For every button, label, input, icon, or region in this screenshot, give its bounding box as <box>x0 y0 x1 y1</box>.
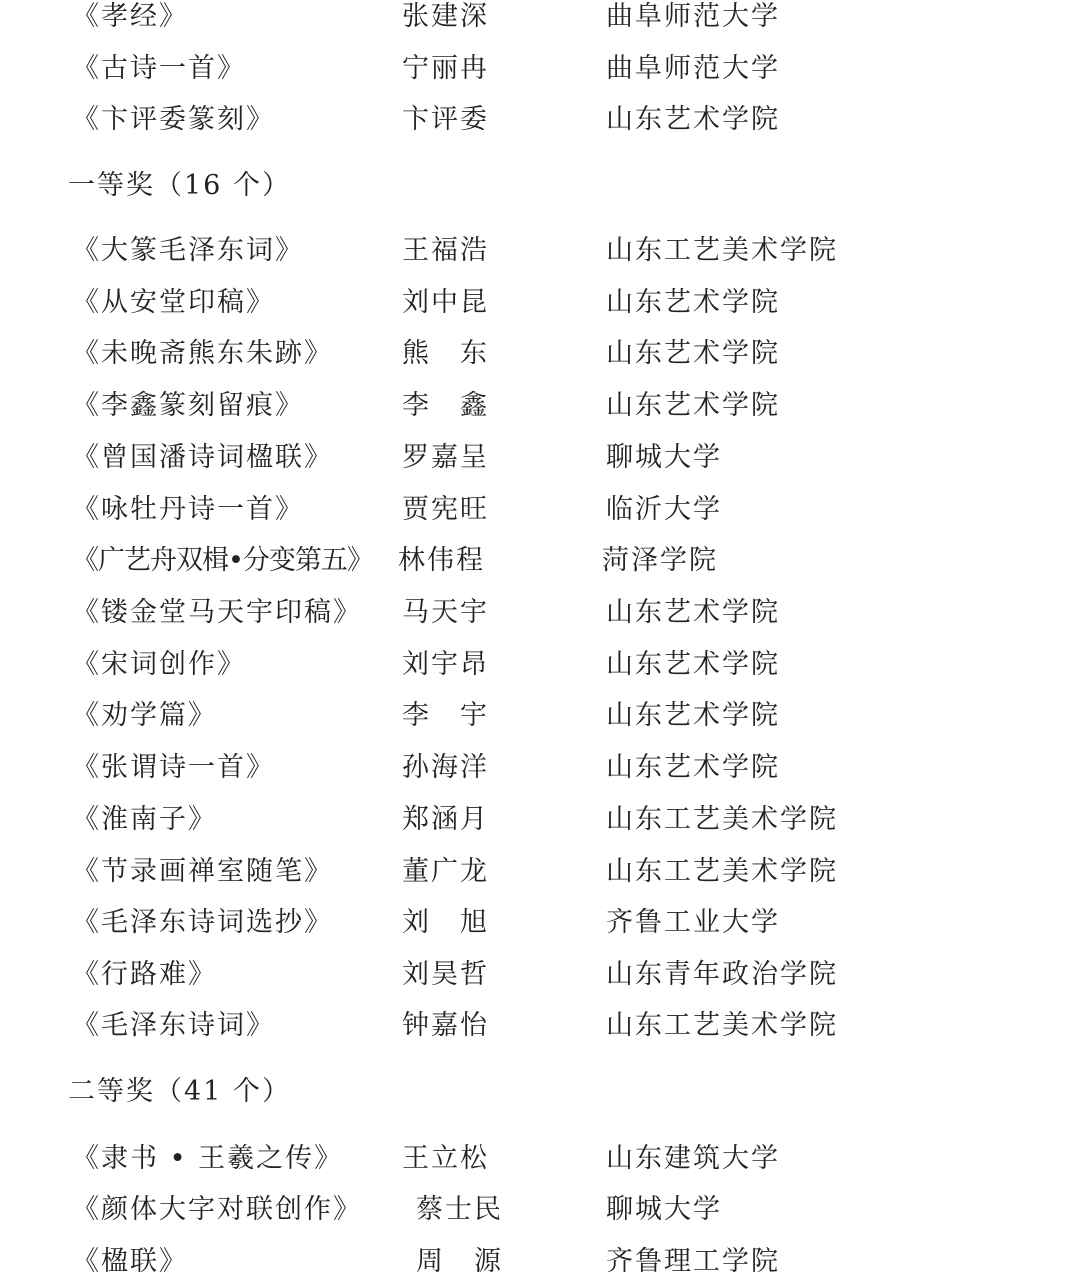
entry-title: 《从安堂印稿》 <box>72 287 275 318</box>
list-item <box>0 852 1080 892</box>
entry-institution: 山东工艺美术学院 <box>606 804 838 835</box>
list-item <box>0 903 1080 943</box>
entry-title: 《劝学篇》 <box>72 700 217 731</box>
section-heading-second-prize: 二等奖（41 个） <box>68 1076 291 1107</box>
list-item <box>0 748 1080 788</box>
list-item <box>0 593 1080 633</box>
entry-title: 《李鑫篆刻留痕》 <box>72 390 304 421</box>
entry-title: 《毛泽东诗词选抄》 <box>72 907 333 938</box>
list-item <box>0 0 1080 37</box>
entry-title: 《节录画禅室随笔》 <box>72 856 333 887</box>
entry-author: 郑涵月 <box>402 804 489 835</box>
entry-institution: 山东建筑大学 <box>606 1143 780 1174</box>
list-item <box>0 645 1080 685</box>
entry-author: 刘 旭 <box>402 907 489 938</box>
entry-title: 《曾国潘诗词楹联》 <box>72 442 333 473</box>
entry-institution: 山东工艺美术学院 <box>606 235 838 266</box>
entry-author: 王立松 <box>402 1143 489 1174</box>
list-item <box>0 800 1080 840</box>
entry-institution: 临沂大学 <box>606 494 722 525</box>
entry-title: 《毛泽东诗词》 <box>72 1010 275 1041</box>
entry-author: 马天宇 <box>402 597 489 628</box>
list-item <box>0 696 1080 736</box>
entry-author: 周 源 <box>416 1246 503 1277</box>
entry-institution: 齐鲁理工学院 <box>606 1246 780 1277</box>
entry-author: 宁丽冉 <box>402 53 489 84</box>
entry-institution: 曲阜师范大学 <box>606 53 780 84</box>
entry-institution: 山东艺术学院 <box>606 338 780 369</box>
list-item <box>0 49 1080 89</box>
entry-title: 《隶书 • 王羲之传》 <box>72 1143 344 1174</box>
list-item <box>0 1006 1080 1046</box>
entry-title: 《古诗一首》 <box>72 53 246 84</box>
entry-title: 《淮南子》 <box>72 804 217 835</box>
entry-author: 卞评委 <box>402 104 489 135</box>
entry-title: 《镂金堂马天宇印稿》 <box>72 597 362 628</box>
list-item <box>0 438 1080 478</box>
entry-institution: 山东青年政治学院 <box>606 959 838 990</box>
list-item <box>0 541 1080 581</box>
list-item <box>0 955 1080 995</box>
entry-title: 《广艺舟双楫•分变第五》 <box>72 545 373 576</box>
entry-institution: 山东艺术学院 <box>606 104 780 135</box>
entry-institution: 山东艺术学院 <box>606 752 780 783</box>
entry-institution: 齐鲁工业大学 <box>606 907 780 938</box>
entry-institution: 山东工艺美术学院 <box>606 856 838 887</box>
entry-author: 李 宇 <box>402 700 489 731</box>
entry-title: 《颜体大字对联创作》 <box>72 1194 362 1225</box>
list-item <box>0 1242 1080 1282</box>
section-heading-first-prize: 一等奖（16 个） <box>68 170 291 201</box>
list-item <box>0 490 1080 530</box>
entry-author: 刘中昆 <box>402 287 489 318</box>
entry-title: 《大篆毛泽东词》 <box>72 235 304 266</box>
entry-institution: 菏泽学院 <box>602 545 718 576</box>
entry-author: 孙海洋 <box>402 752 489 783</box>
entry-author: 罗嘉呈 <box>402 442 489 473</box>
entry-institution: 山东艺术学院 <box>606 649 780 680</box>
list-item <box>0 1190 1080 1230</box>
entry-author: 刘昊哲 <box>402 959 489 990</box>
entry-author: 贾宪旺 <box>402 494 489 525</box>
list-item <box>0 283 1080 323</box>
list-item <box>0 100 1080 140</box>
entry-institution: 山东艺术学院 <box>606 287 780 318</box>
list-item <box>0 231 1080 271</box>
entry-institution: 山东工艺美术学院 <box>606 1010 838 1041</box>
entry-title: 《楹联》 <box>72 1246 188 1277</box>
entry-institution: 山东艺术学院 <box>606 597 780 628</box>
entry-title: 《孝经》 <box>72 1 188 32</box>
entry-author: 林伟程 <box>398 545 485 576</box>
entry-author: 董广龙 <box>402 856 489 887</box>
list-item <box>0 386 1080 426</box>
entry-author: 熊 东 <box>402 338 489 369</box>
entry-title: 《咏牡丹诗一首》 <box>72 494 304 525</box>
entry-institution: 山东艺术学院 <box>606 700 780 731</box>
entry-author: 蔡士民 <box>416 1194 503 1225</box>
entry-author: 李 鑫 <box>402 390 489 421</box>
entry-author: 刘宇昂 <box>402 649 489 680</box>
entry-institution: 山东艺术学院 <box>606 390 780 421</box>
entry-institution: 聊城大学 <box>606 1194 722 1225</box>
entry-author: 张建深 <box>402 1 489 32</box>
list-item <box>0 1139 1080 1179</box>
entry-institution: 曲阜师范大学 <box>606 1 780 32</box>
entry-title: 《未晚斋熊东朱跡》 <box>72 338 333 369</box>
entry-title: 《张谓诗一首》 <box>72 752 275 783</box>
entry-title: 《宋词创作》 <box>72 649 246 680</box>
entry-author: 王福浩 <box>402 235 489 266</box>
entry-title: 《卞评委篆刻》 <box>72 104 275 135</box>
entry-title: 《行路难》 <box>72 959 217 990</box>
entry-institution: 聊城大学 <box>606 442 722 473</box>
list-item <box>0 334 1080 374</box>
entry-author: 钟嘉怡 <box>402 1010 489 1041</box>
